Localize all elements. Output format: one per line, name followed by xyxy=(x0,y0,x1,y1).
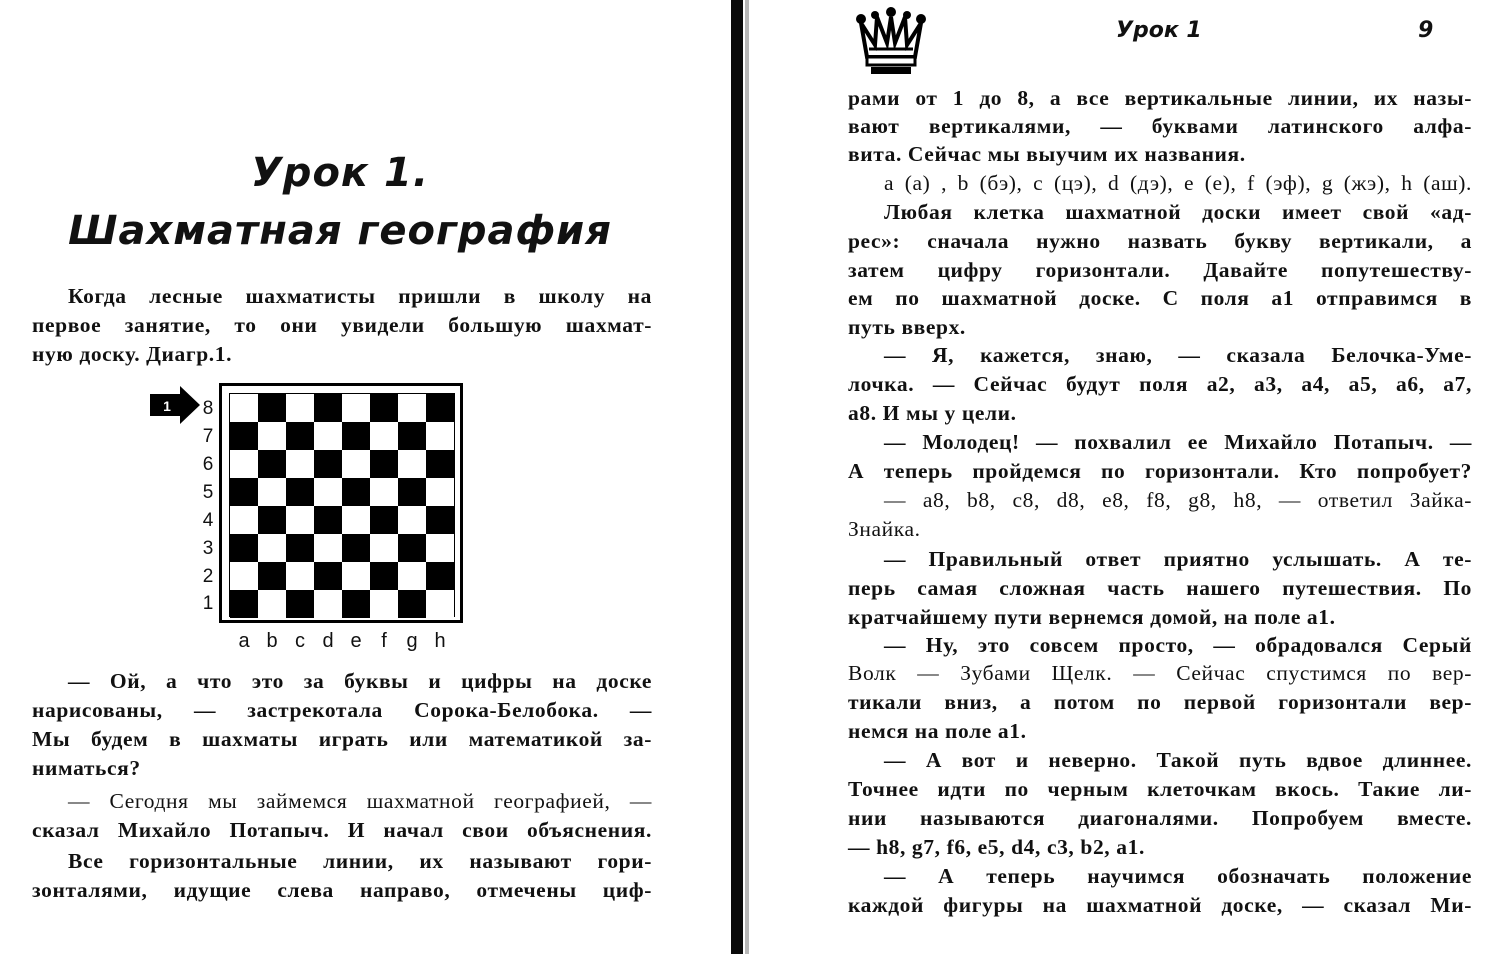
right-paragraph-line xyxy=(848,112,1472,141)
text-line: кратчайшему пути вернемся домой, на поле a1. xyxy=(848,605,1336,629)
text-line: затем цифру горизонтали. Давайте попутешеству- xyxy=(848,258,1472,282)
file-label: f xyxy=(381,630,387,652)
light-square xyxy=(314,534,342,562)
light-square xyxy=(426,422,454,450)
text-line: сказал Михайло Потапыч. И начал свои объяснения. xyxy=(32,818,652,842)
light-square xyxy=(370,422,398,450)
rank-label: 7 xyxy=(202,426,214,447)
dark-square xyxy=(342,590,370,618)
dark-square xyxy=(398,590,426,618)
right-paragraph-line xyxy=(848,486,1472,515)
dark-square xyxy=(314,450,342,478)
text-line: тикали вниз, а потом по первой горизонтали вер- xyxy=(848,690,1472,714)
light-square xyxy=(342,450,370,478)
text-line: зонталями, идущие слева направо, отмечены циф- xyxy=(32,878,652,902)
text-line: перь самая сложная часть нашего путешествия. По xyxy=(848,576,1472,600)
file-label: h xyxy=(434,630,446,652)
right-paragraph-line xyxy=(848,603,1472,632)
light-square xyxy=(314,422,342,450)
body-paragraph xyxy=(32,847,652,905)
right-paragraph-line xyxy=(848,631,1472,660)
light-square xyxy=(398,506,426,534)
text-line: Когда лесные шахматисты пришли в школу на xyxy=(68,284,652,308)
text-line: каждой фигуры на шахматной доске, — сказал Ми- xyxy=(848,893,1472,917)
right-paragraph-line xyxy=(848,775,1472,804)
dark-square xyxy=(286,590,314,618)
text-line: вита. Сейчас мы выучим их названия. xyxy=(848,142,1246,166)
light-square xyxy=(286,506,314,534)
dark-square xyxy=(398,422,426,450)
light-square xyxy=(426,478,454,506)
queen-crown-icon xyxy=(853,5,929,77)
dark-square xyxy=(314,562,342,590)
dark-square xyxy=(370,450,398,478)
dialogue-paragraph xyxy=(32,787,652,845)
right-paragraph-line xyxy=(848,313,1472,342)
dark-square xyxy=(258,394,286,422)
text-line: нии называются диагоналями. Попробуем вместе. xyxy=(848,806,1472,830)
right-paragraph-line xyxy=(848,891,1472,920)
page-number: 9 xyxy=(1418,18,1434,43)
dark-square xyxy=(398,478,426,506)
right-paragraph-line xyxy=(848,84,1472,113)
rank-label: 4 xyxy=(202,510,214,531)
dark-square xyxy=(258,450,286,478)
chess-board xyxy=(229,393,455,617)
dark-square xyxy=(426,562,454,590)
text-line: — Я, кажется, знаю, — сказала Белочка-Уме- xyxy=(884,343,1472,367)
rank-label: 2 xyxy=(202,566,214,587)
right-paragraph-line xyxy=(848,256,1472,285)
text-line: А теперь пройдемся по горизонтали. Кто попробует? xyxy=(848,459,1472,483)
dark-square xyxy=(398,534,426,562)
dark-square xyxy=(230,478,258,506)
dialogue-paragraph xyxy=(32,667,652,783)
book-spine xyxy=(731,0,743,954)
light-square xyxy=(258,478,286,506)
right-paragraph-line xyxy=(848,717,1472,746)
dark-square xyxy=(342,534,370,562)
rank-label: 1 xyxy=(202,593,214,614)
light-square xyxy=(230,450,258,478)
running-header-title: Урок 1 xyxy=(1116,18,1202,43)
right-paragraph-line xyxy=(848,341,1472,370)
light-square xyxy=(230,506,258,534)
dark-square xyxy=(370,562,398,590)
dark-square xyxy=(286,422,314,450)
text-line: — Молодец! — похвалил ее Михайло Потапыч. — xyxy=(884,430,1472,454)
text-line: Волк — Зубами Щелк. — Сейчас спустимся по вер- xyxy=(848,661,1472,685)
light-square xyxy=(314,478,342,506)
dark-square xyxy=(286,534,314,562)
text-line: — h8, g7, f6, e5, d4, c3, b2, a1. xyxy=(848,835,1145,859)
light-square xyxy=(258,422,286,450)
right-paragraph-line xyxy=(848,370,1472,399)
dark-square xyxy=(426,394,454,422)
file-label: b xyxy=(266,630,278,652)
text-line: a8. И мы у цели. xyxy=(848,401,1017,425)
light-square xyxy=(342,562,370,590)
right-paragraph-line xyxy=(848,833,1472,862)
text-line: Точнее идти по черным клеточкам вкось. Такие ли- xyxy=(848,777,1472,801)
file-label: c xyxy=(295,630,305,652)
light-square xyxy=(258,590,286,618)
dark-square xyxy=(426,506,454,534)
light-square xyxy=(286,562,314,590)
dark-square xyxy=(286,478,314,506)
light-square xyxy=(342,506,370,534)
dark-square xyxy=(370,394,398,422)
dark-square xyxy=(314,506,342,534)
text-line: — А теперь научимся обозначать положение xyxy=(884,864,1472,888)
text-line: — a8, b8, c8, d8, e8, f8, g8, h8, — ответил Зайка- xyxy=(884,488,1472,512)
light-square xyxy=(398,450,426,478)
text-line: рес»: сначала нужно назвать букву вертикали, а xyxy=(848,229,1472,253)
dark-square xyxy=(258,506,286,534)
dark-square xyxy=(230,422,258,450)
right-paragraph-line xyxy=(848,227,1472,256)
text-line: — А вот и неверно. Такой путь вдвое длиннее. xyxy=(884,748,1472,772)
light-square xyxy=(398,394,426,422)
right-paragraph-line xyxy=(848,140,1472,169)
light-square xyxy=(230,562,258,590)
right-paragraph-line xyxy=(848,515,1472,544)
light-square xyxy=(426,590,454,618)
light-square xyxy=(258,534,286,562)
diagram-number: 1 xyxy=(163,398,171,414)
file-label: g xyxy=(406,630,418,652)
dark-square xyxy=(314,394,342,422)
dark-square xyxy=(370,506,398,534)
file-label: d xyxy=(322,630,334,652)
diagram-arrow-icon xyxy=(150,386,202,424)
light-square xyxy=(370,590,398,618)
dark-square xyxy=(230,590,258,618)
text-line: нарисованы, — застрекотала Сорока-Белобока. — xyxy=(32,698,652,722)
dark-square xyxy=(230,534,258,562)
text-line: немся на поле a1. xyxy=(848,719,1027,743)
light-square xyxy=(426,534,454,562)
light-square xyxy=(398,562,426,590)
light-square xyxy=(370,478,398,506)
right-paragraph-line xyxy=(848,574,1472,603)
text-line: Все горизонтальные линии, их называют гори- xyxy=(68,849,652,873)
lesson-number-heading: Урок 1. xyxy=(250,150,430,196)
dark-square xyxy=(258,562,286,590)
text-line: первое занятие, то они увидели большую шахмат- xyxy=(32,313,652,337)
text-line: — Ну, это совсем просто, — обрадовался Серый xyxy=(884,633,1472,657)
light-square xyxy=(342,394,370,422)
rank-label: 5 xyxy=(202,482,214,503)
rank-label: 3 xyxy=(202,538,214,559)
right-paragraph-line xyxy=(848,457,1472,486)
light-square xyxy=(230,394,258,422)
light-square xyxy=(314,590,342,618)
lesson-topic-heading: Шахматная география xyxy=(68,208,612,254)
intro-paragraph xyxy=(32,282,652,369)
text-line: — Ой, а что это за буквы и цифры на доске xyxy=(68,669,652,693)
dark-square xyxy=(426,450,454,478)
text-line: — Сегодня мы займемся шахматной географией, — xyxy=(68,789,652,813)
text-line: — Правильный ответ приятно услышать. А те- xyxy=(884,547,1472,571)
dark-square xyxy=(342,422,370,450)
text-line: вают вертикалями, — буквами латинского алфа- xyxy=(848,114,1472,138)
book-spine-shadow xyxy=(745,0,749,954)
text-line: ниматься? xyxy=(32,756,141,780)
rank-label: 6 xyxy=(202,454,214,475)
text-line: ем по шахматной доске. С поля a1 отправимся в xyxy=(848,286,1472,310)
text-line: Мы будем в шахматы играть или математикой за- xyxy=(32,727,652,751)
light-square xyxy=(370,534,398,562)
right-paragraph-line xyxy=(848,284,1472,313)
light-square xyxy=(286,394,314,422)
right-paragraph-line xyxy=(848,804,1472,833)
rank-label: 8 xyxy=(202,398,214,419)
text-line: Знайка. xyxy=(848,517,921,541)
right-paragraph-line xyxy=(848,545,1472,574)
text-line: a (а) , b (бэ), c (цэ), d (дэ), e (е), f (эф), g (жэ), h (аш). xyxy=(884,171,1472,195)
file-label: e xyxy=(350,630,362,652)
dark-square xyxy=(342,478,370,506)
right-paragraph-line xyxy=(848,688,1472,717)
text-line: ную доску. Диагр.1. xyxy=(32,342,233,366)
text-line: путь вверх. xyxy=(848,315,966,339)
light-square xyxy=(286,450,314,478)
right-paragraph-line xyxy=(848,862,1472,891)
text-line: Любая клетка шахматной доски имеет свой «ад- xyxy=(884,200,1472,224)
right-paragraph-line xyxy=(848,399,1472,428)
right-paragraph-line xyxy=(848,198,1472,227)
text-line: рами от 1 до 8, а все вертикальные линии, их назы- xyxy=(848,86,1472,110)
right-paragraph-line xyxy=(848,746,1472,775)
right-paragraph-line xyxy=(848,659,1472,688)
right-paragraph-line xyxy=(848,428,1472,457)
right-paragraph-line xyxy=(848,169,1472,198)
file-label: a xyxy=(238,630,250,652)
text-line: лочка. — Сейчас будут поля a2, a3, a4, a5, a6, a7, xyxy=(848,372,1472,396)
